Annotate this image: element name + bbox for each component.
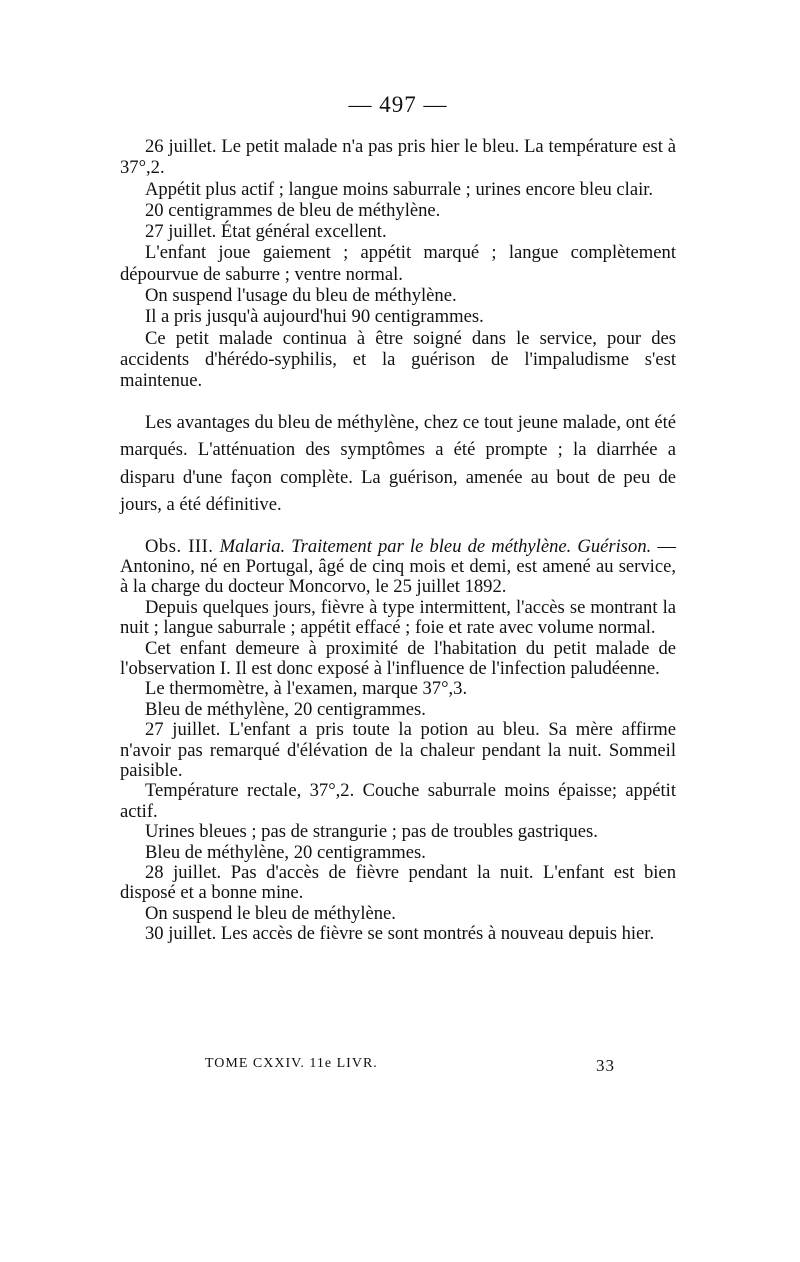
paragraph-group-1 [120, 136, 676, 392]
book-page [120, 92, 676, 945]
paragraph: Bleu de méthylène, 20 centigrammes. [145, 841, 426, 863]
page-footer [205, 1056, 615, 1076]
observation-title: Malaria. Traitement par le bleu de méthylène. Guérison. [219, 535, 652, 557]
paragraph: 30 juillet. Les accès de fièvre se sont montrés à nouveau depuis hier. [145, 923, 655, 945]
paragraph: Bleu de méthylène, 20 centigrammes. [145, 698, 426, 720]
paragraph: Ce petit malade continua à être soigné dans le service, pour des accidents d'hérédo-syphilis, et la guérison de l'impaludisme s'est maintenue. [120, 327, 676, 392]
paragraph: 27 juillet. État général excellent. [145, 221, 387, 243]
page-number: — 497 — [348, 92, 448, 117]
observation-paragraph [120, 537, 676, 598]
paragraph: Température rectale, 37°,2. Couche saburrale moins épaisse; appétit actif. [120, 780, 676, 822]
paragraph: Appétit plus actif ; langue moins saburrale ; urines encore bleu clair. [145, 178, 654, 200]
paragraph-group-2 [120, 409, 676, 519]
paragraph-group-3 [120, 537, 676, 945]
paragraph: 26 juillet. Le petit malade n'a pas pris hier le bleu. La température est à 37°,2. [120, 136, 676, 179]
paragraph: 27 juillet. L'enfant a pris toute la potion au bleu. Sa mère affirme n'avoir pas remarqué d'élévation de la chaleur pendant la nuit. Sommeil paisible. [120, 719, 676, 782]
observation-label: Obs. III. [145, 535, 214, 557]
paragraph: Depuis quelques jours, fièvre à type intermittent, l'accès se montrant la nuit ; langue saburrale ; appétit effacé ; foie et rate avec volume normal. [120, 596, 676, 639]
paragraph: On suspend l'usage du bleu de méthylène. [145, 285, 457, 307]
paragraph: 20 centigrammes de bleu de méthylène. [145, 199, 441, 221]
paragraph: Urines bleues ; pas de strangurie ; pas de troubles gastriques. [145, 821, 598, 843]
paragraph: Il a pris jusqu'à aujourd'hui 90 centigrammes. [145, 306, 484, 328]
paragraph: Cet enfant demeure à proximité de l'habitation du petit malade de l'observation I. Il est donc exposé à l'influence de l'infection paludéenne. [120, 637, 676, 679]
paragraph: L'enfant joue gaiement ; appétit marqué ; langue complètement dépourvue de saburre ; ventre normal. [120, 242, 676, 285]
paragraph: 28 juillet. Pas d'accès de fièvre pendant la nuit. L'enfant est bien disposé et a bonne mine. [120, 862, 676, 904]
paragraph: Les avantages du bleu de méthylène, chez ce tout jeune malade, ont été marqués. L'atténuation des symptômes a été prompte ; la diarrhée a disparu d'une façon complète. La guérison, amenée au bout de peu de jours, a été définitive. [120, 411, 676, 516]
paragraph: Le thermomètre, à l'examen, marque 37°,3. [145, 678, 468, 700]
sheet-number: 33 [596, 1056, 615, 1075]
volume-signature: TOME CXXIV. 11e LIVR. [205, 1056, 378, 1071]
observation-text: — Antonino, né en Portugal, âgé de cinq mois et demi, est amené au service, à la charge du docteur Moncorvo, le 25 juillet 1892. [120, 535, 676, 598]
paragraph: On suspend le bleu de méthylène. [145, 902, 396, 924]
